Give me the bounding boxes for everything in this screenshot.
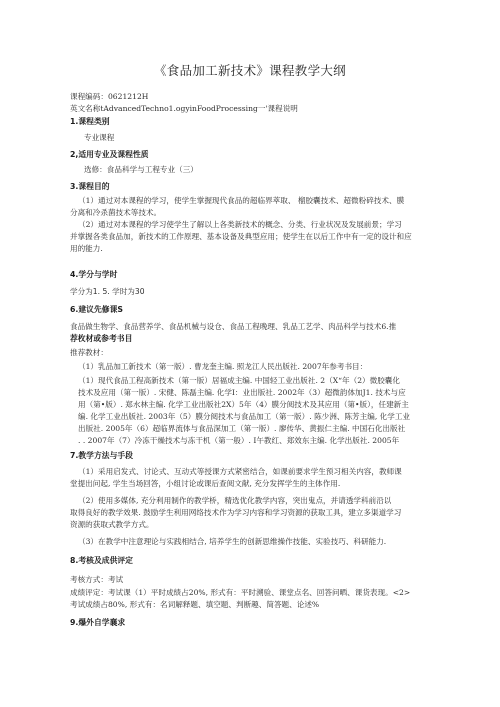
section-6-intro: 推荐教材： <box>70 348 108 357</box>
section-9-heading: 9.爆外自学襄求 <box>70 618 126 627</box>
section-3-heading: 3.课程目的 <box>70 182 110 191</box>
reference-line-6: 出版社. 2005年（6）超临界流体与食品深加工（第一版）. 廖传华、黄振仁主编. 中国石化出版社 <box>78 424 406 433</box>
reference-line-7: . . 2007年（7）冷冻干燥技术与冻干机（第一般）. I午教红、郑效东主编. 化学出版社. 2005年 <box>78 436 400 445</box>
english-name: 英文名称tAdvancedTechno1.ogyinFoodProcessing一'课程说明 <box>70 104 298 113</box>
section-7-heading: 7.教学方法与手段 <box>70 451 133 460</box>
section-7-para1-line2: 堂提出问起, 学生当场回答，小组讨论或课后查阅文献, 充分发挥学生的主体作用. <box>70 479 341 488</box>
section-2-heading: 2,适用专业及课程性质 <box>70 150 149 159</box>
section-3-para2-line2: 并掌握各类食品加，新技术的工作原理、基本设备及典型应用；使学生在以后工作中有一定的设计和应 <box>70 232 412 241</box>
section-4-body: 学分为1. 5. 学时为30 <box>70 287 145 296</box>
section-3-para2-line1: （2）通过对本课程的学习使学生了解以上各类新技术的概念、分类、行业状况及发展前景；学习 <box>78 220 402 229</box>
section-2-body: 选修：食品科学与工程专业（三） <box>84 165 198 174</box>
section-1-heading: 1.课程类别 <box>70 117 110 126</box>
section-8-line2: 成绩评定：考试课（1）平时成绩占20%, 形式有：平时溯验、课堂点名、回答问晒、课货表现。<2> <box>70 588 411 597</box>
reference-line-3: 技术及应用（第一版）. 宋健、陈磊主编. 化学I：业出版社. 2002年（3）超微韵体加J1. 技术与应 <box>78 388 406 397</box>
section-3-para2-line3: 用的能力. <box>70 244 103 253</box>
section-5-heading: 6.建议先修课S <box>70 305 123 314</box>
reference-line-1: （1）乳品加工新技术（第一版）. 曹龙奎主编. 照龙江人民出版社. 2007年参考书目： <box>78 362 368 371</box>
section-7-para1-line1: （1）采用启发式、讨论式、互动式等授课方式紧密结合，如课前要求学生预习相关内容，教师课 <box>78 467 402 476</box>
page-title: 《食品加工新技术》课程教学大纲 <box>153 63 346 78</box>
section-1-body: 专业课程 <box>84 133 115 142</box>
section-4-heading: 4.学分与学时 <box>70 270 118 279</box>
section-8-line3: 考试成绩占80%, 形式有：名词解释题、填空题、判断趣、简答题、论述% <box>70 600 320 609</box>
course-code: 课程编码：0621212H <box>70 92 149 101</box>
section-7-para3: （3）在教学中注意理论与实践相结合, 培养学生的创新思维操作技能、实验技巧、科研能力. <box>78 537 387 546</box>
section-5-body-line1: 食品做生物学、食品营养学、食品机械与设仓、食品工程晚理、乳品工艺学、肉品科学与技术6.推 <box>70 322 397 331</box>
reference-line-2: （1）现代食品工程高新技术（第一版）居福成主编. 中国轻工业出版社. 2（X“年（2）微胶囊化 <box>78 376 400 385</box>
section-8-heading: 8.考核及成供评定 <box>70 556 133 565</box>
reference-line-4: 用（第•版）. 郑水林主编. 化学工业出版社2X）5年（4）膜分阅技术及其应用（第•版），任建新主 <box>78 400 409 409</box>
section-3-para1-line1: （1）通过对本课程的学习，使学生掌握现代食品的超临界萃取、 榴胶囊技术、超微粉碎技术、膜 <box>78 196 405 205</box>
section-3-para1-line2: 分离和冷杀菌技术等技术。 <box>70 208 162 217</box>
section-7-para2-line2: 取得良好的教学效果. 鼓励学生利用网络技术作为学习内容和学习资源的获取工具，建立多渠道学习 <box>70 508 402 517</box>
section-7-para2-line3: 资源的获取式教学方式。 <box>70 520 154 529</box>
reference-line-5: 编. 化学工业出版社. 2003年（5）膜分阅技术与食品加工（第一版）. 陈少洲、陈芳主编, 化学工业 <box>78 412 411 421</box>
section-6-heading: 荐枚材或参考书目 <box>70 334 133 343</box>
section-8-line1: 考核方式：考试 <box>70 575 124 584</box>
section-7-para2-line1: （2）使用多媒体, 充分利用制作的教学桥，精选优化教学内容，突出鬼点，并请透学科前沿以 <box>78 496 392 505</box>
